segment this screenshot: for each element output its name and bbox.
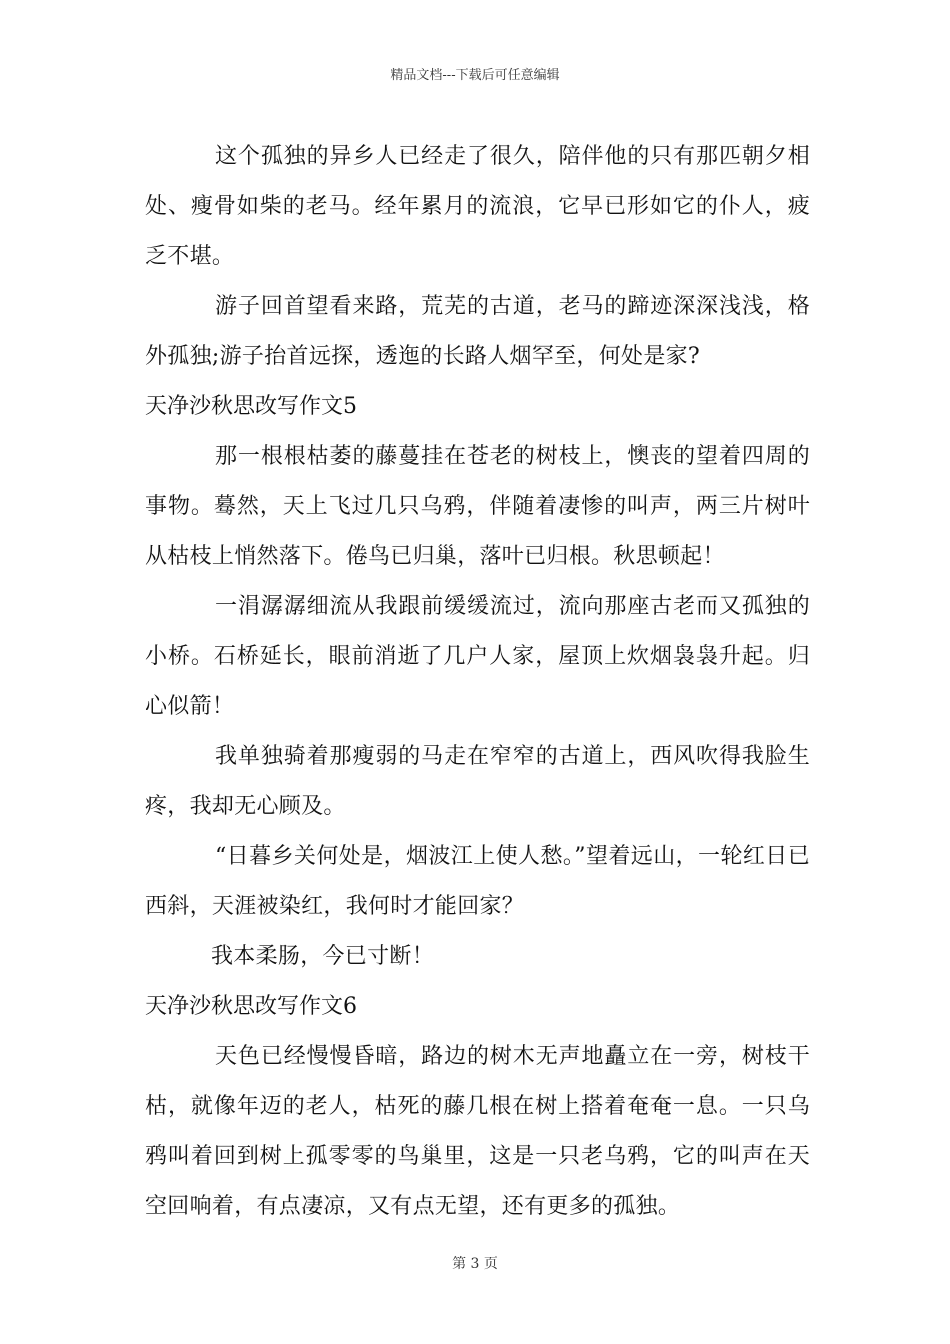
paragraph-4: 一涓潺潺细流从我跟前缓缓流过，流向那座古老而又孤独的小桥。石桥延长，眼前消逝了几户人家，屋顶上炊烟袅袅升起。归心似箭！	[145, 594, 810, 719]
paragraph-2: 游子回首望看来路，荒芜的古道，老马的蹄迹深深浅浅，格外孤独;游子抬首远探，透迤的长路人烟罕至，何处是家?	[145, 294, 810, 369]
paragraph-1: 这个孤独的异乡人已经走了很久，陪伴他的只有那匹朝夕相处、瘦骨如柴的老马。经年累月的流浪，它早已形如它的仆人，疲乏不堪。	[145, 144, 810, 269]
section-heading-6: 天净沙秋思改写作文6	[145, 994, 357, 1019]
paragraph-8: 天色已经慢慢昏暗，路边的树木无声地矗立在一旁，树枝干枯，就像年迈的老人，枯死的藤几根在树上搭着奄奄一息。一只乌鸦叫着回到树上孤零零的鸟巢里，这是一只老乌鸦，它的叫声在天空回响着，有点凄凉，又有点无望，还有更多的孤独。	[145, 1044, 810, 1219]
page-header: 精品文档---下载后可任意编辑	[390, 68, 560, 83]
paragraph-7: 我本柔肠，今已寸断！	[211, 944, 435, 969]
page-number: 第 3 页	[452, 1256, 498, 1272]
paragraph-6: “日暮乡关何处是，烟波江上使人愁。”望着远山，一轮红日已西斜，天涯被染红，我何时才能回家？	[145, 844, 810, 919]
paragraph-3: 那一根根枯萎的藤蔓挂在苍老的树枝上，懊丧的望着四周的事物。蓦然，天上飞过几只乌鸦，伴随着凄惨的叫声，两三片树叶从枯枝上悄然落下。倦鸟已归巢，落叶已归根。秋思顿起！	[145, 444, 810, 569]
document-body	[145, 132, 810, 1232]
section-heading-5: 天净沙秋思改写作文5	[145, 394, 357, 419]
paragraph-5: 我单独骑着那瘦弱的马走在窄窄的古道上，西风吹得我脸生疼，我却无心顾及。	[145, 744, 810, 819]
